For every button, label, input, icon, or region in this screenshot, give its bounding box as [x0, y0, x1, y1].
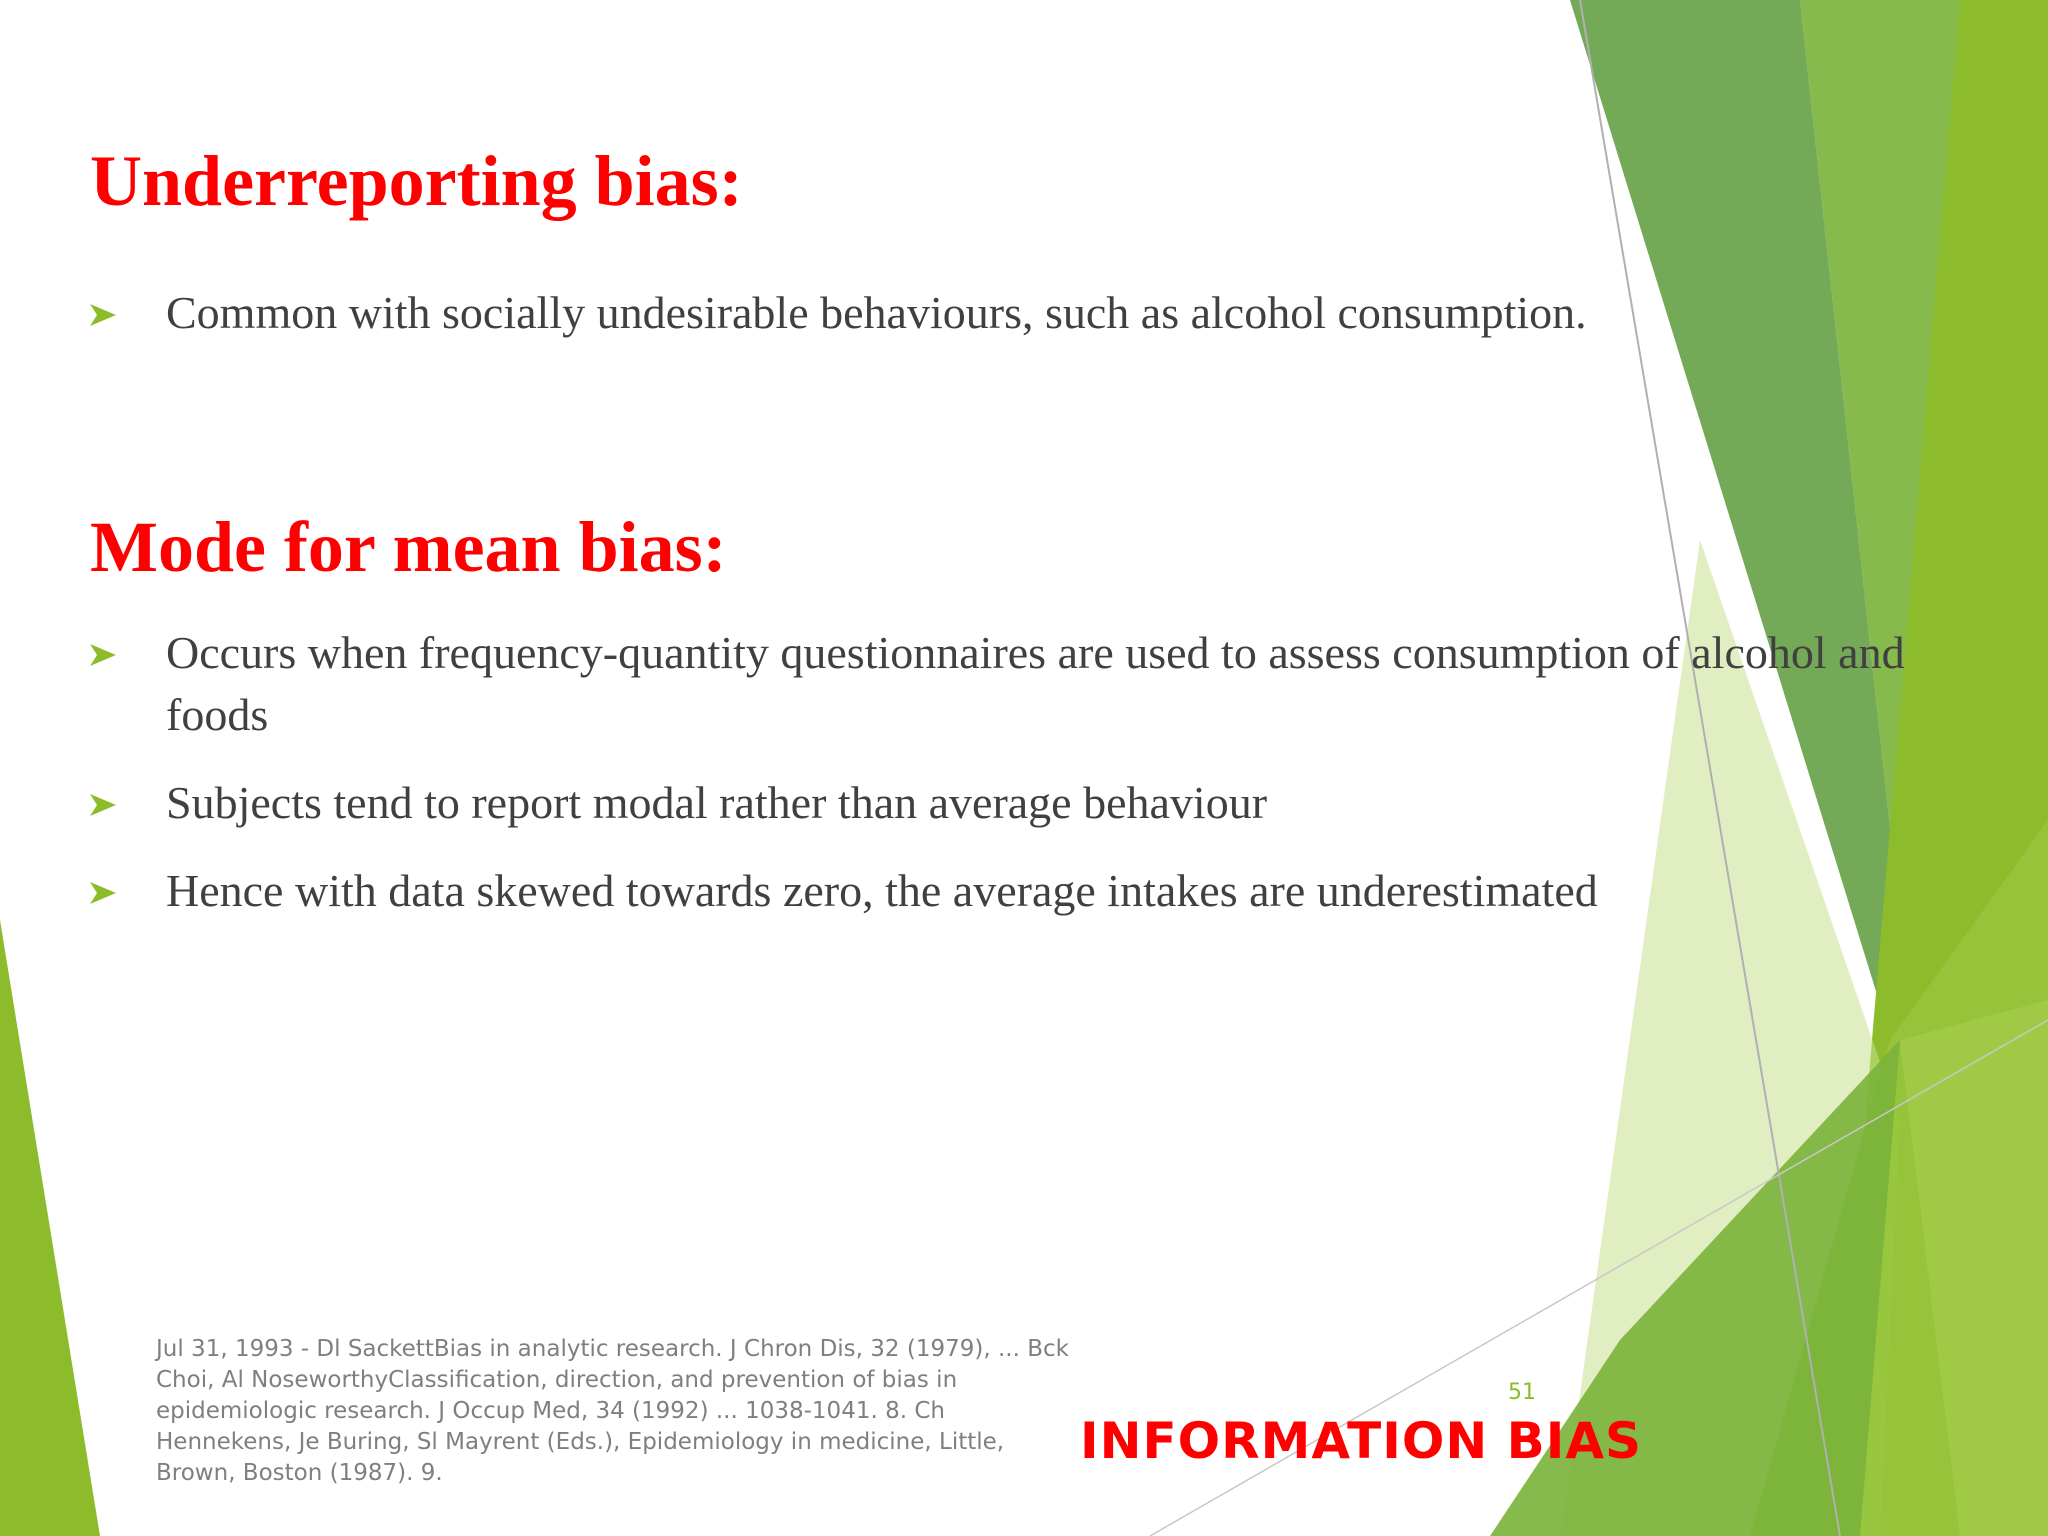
bullet-item: [90, 772, 1910, 834]
bullet-text: Occurs when frequency-quantity questionnaires are used to assess consumption of alcohol and foods: [166, 627, 1905, 740]
slide-number: 51: [1508, 1380, 1536, 1405]
bullet-text: Common with socially undesirable behaviours, such as alcohol consumption.: [166, 287, 1587, 338]
bullet-text: Subjects tend to report modal rather than average behaviour: [166, 777, 1268, 828]
section-label: INFORMATION BIAS: [1080, 1412, 1643, 1470]
bullet-item: [90, 282, 1910, 344]
arrowhead-bullet-icon: [90, 882, 116, 904]
section-heading-mode-for-mean: Mode for mean bias:: [90, 507, 727, 587]
bullet-list-underreporting: [90, 282, 1910, 370]
section-heading-underreporting: Underreporting bias:: [90, 141, 743, 221]
arrowhead-bullet-icon: [90, 644, 116, 666]
reference-footnote: Jul 31, 1993 - Dl SackettBias in analytic research. J Chron Dis, 32 (1979), ... Bck Choi, Al NoseworthyClassification, direction, and prevention of bias in epidemiologic research. J Occup Med, 34 (1992) ... 1038-1041. 8. Ch Hennekens, Je Buring, Sl Mayrent (Eds.), Epidemiology in medicine, Little, Brown, Boston (1987). 9.: [156, 1336, 1069, 1486]
bullet-item: [90, 860, 1910, 922]
bullet-list-mode-for-mean: [90, 622, 1910, 948]
bullet-item: [90, 622, 1910, 746]
bullet-text: Hence with data skewed towards zero, the average intakes are underestimated: [166, 865, 1598, 916]
arrowhead-bullet-icon: [90, 794, 116, 816]
arrowhead-bullet-icon: [90, 304, 116, 326]
